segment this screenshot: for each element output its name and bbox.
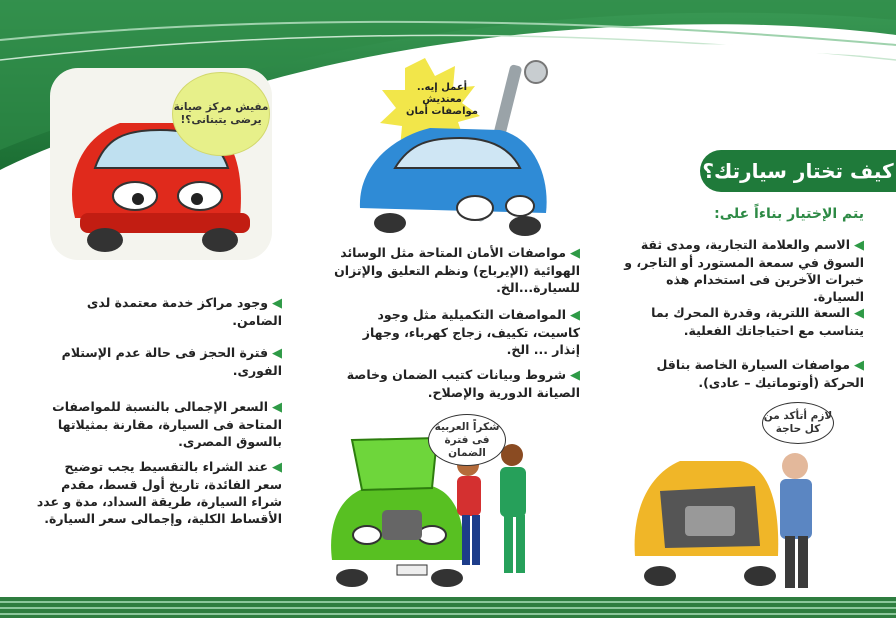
chevron-left-icon: ◀ [570, 308, 580, 323]
chevron-left-icon: ◀ [272, 296, 282, 311]
subtitle: يتم الإختيار بناءاً على: [714, 206, 864, 222]
chevron-left-icon: ◀ [272, 460, 282, 475]
chevron-left-icon: ◀ [272, 346, 282, 361]
list-item: ◀السعر الإجمالى بالنسبة للمواصفات المتاحة فى السيارة، مقارنة بمثيلاتها بالسوق المصرى. [52, 399, 282, 449]
speech-bubble-green-car: شكراً العربية فى فترة الضمان [428, 414, 506, 466]
chevron-left-icon: ◀ [272, 400, 282, 415]
list-item: ◀عند الشراء بالتقسيط يجب توضيح سعر الفائدة، تاريخ أول قسط، مقدم شراء السيارة، طريقة السداد، مدة و عدد الأقساط الكلية، وإجمالى سعر السيارة. [36, 459, 282, 526]
chevron-left-icon: ◀ [854, 358, 864, 373]
list-item: ◀مواصفات الأمان المتاحة مثل الوسائد الهوائية (الإيرباج) ونظم التعليق والإتزان للسيارة...الخ. [334, 245, 580, 295]
list-item: ◀مواصفات السيارة الخاصة بناقل الحركة (أوتوماتيك – عادى). [656, 357, 864, 390]
list-item: ◀السعة اللترية، وقدرة المحرك بما يتناسب مع احتياجاتك الفعلية. [651, 305, 864, 338]
chevron-left-icon: ◀ [570, 246, 580, 261]
list-item: ◀المواصفات التكميلية مثل وجود كاسيت، تكييف، زجاج كهرباء، وجهاز إنذار ... الخ. [362, 307, 580, 357]
speech-bubble-blue-car: أعمل إيه.. معنديش مواصفات أمان [406, 82, 478, 117]
speech-bubble-yellow-car: لازم أتأكد من كل حاجة [762, 402, 834, 444]
chevron-left-icon: ◀ [570, 368, 580, 383]
list-item: ◀وجود مراكز خدمة معتمدة لدى الضامن. [86, 295, 282, 328]
yellow-car-illustration [630, 436, 840, 592]
list-item: ◀شروط وبيانات كتيب الضمان وخاصة الصيانة الدورية والإصلاح. [346, 367, 580, 400]
chevron-left-icon: ◀ [854, 238, 864, 253]
page-title: كيف تختار سيارتك؟ [700, 150, 896, 192]
chevron-left-icon: ◀ [854, 306, 864, 321]
list-item: ◀الاسم والعلامة التجارية، ومدى ثقة السوق في سمعة المستورد أو التاجر، و خبرات الآخرين فى استخدام هذه السيارة. [624, 237, 864, 304]
speech-bubble-red-car: مفيش مركز صيانة يرضى يتبنانى؟! [172, 72, 270, 156]
list-item: ◀فترة الحجز فى حالة عدم الإستلام الفورى. [61, 345, 282, 378]
